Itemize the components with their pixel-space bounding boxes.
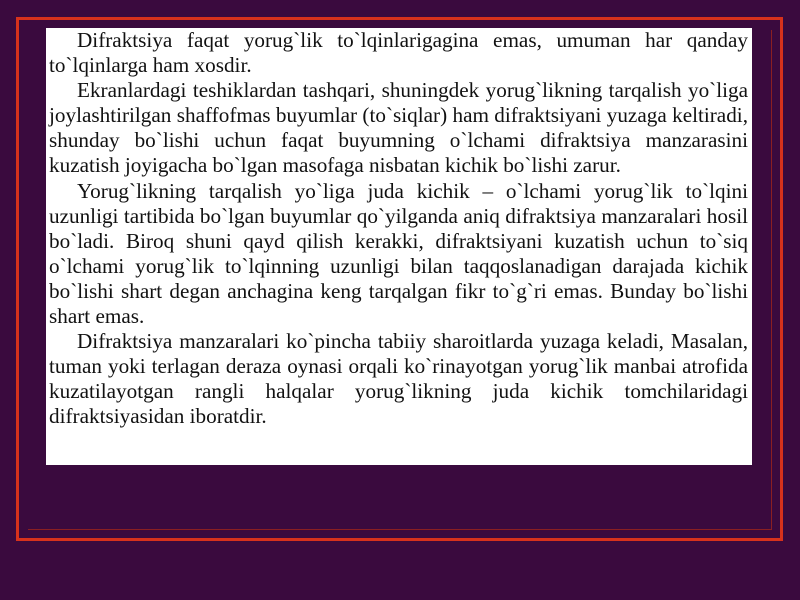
- paragraph-small-objects: Yorug`likning tarqalish yo`liga juda kichik – o`lchami yorug`lik to`lqini uzunligi tartibida bo`lgan buyumlar qo`yilganda aniq difraktsiya manzaralari hosil bo`ladi. Biroq shuni qayd qilish kerakki, difraktsiyani kuzatish uchun to`siq o`lchami yorug`lik to`lqinning uzunligi bilan taqqoslanadigan darajada kichik bo`lishi shart degan anchagina keng tarqalgan fikr to`g`ri emas. Bunday bo`lishi shart emas.: [49, 178, 748, 329]
- frame-inner-line-bottom: [28, 529, 772, 530]
- paragraph-diffraction-general: Difraktsiya faqat yorug`lik to`lqinlarigagina emas, umuman har qanday to`lqinlarga ham xosdir.: [49, 28, 748, 78]
- paragraph-obstacles: Ekranlardagi teshiklardan tashqari, shuningdek yorug`likning tarqalish yo`liga joylashtirilgan shaffofmas buyumlar (to`siqlar) ham difraktsiyani yuzaga keltiradi, shunday bo`lishi uchun faqat buyumning o`lchami difraktsiya manzarasini kuzatish joyigacha bo`lgan masofaga nisbatan kichik bo`lishi zarur.: [49, 78, 748, 178]
- paragraph-natural-conditions: Difraktsiya manzaralari ko`pincha tabiiy sharoitlarda yuzaga keladi, Masalan, tuman yoki terlagan deraza oynasi orqali ko`rinayotgan yorug`lik manbai atrofida kuzatilayotgan rangli halqalar yorug`likning juda kichik tomchilaridagi difraktsiyasidan iboratdir.: [49, 329, 748, 429]
- frame-inner-line-right: [771, 30, 772, 530]
- text-box: [46, 28, 752, 465]
